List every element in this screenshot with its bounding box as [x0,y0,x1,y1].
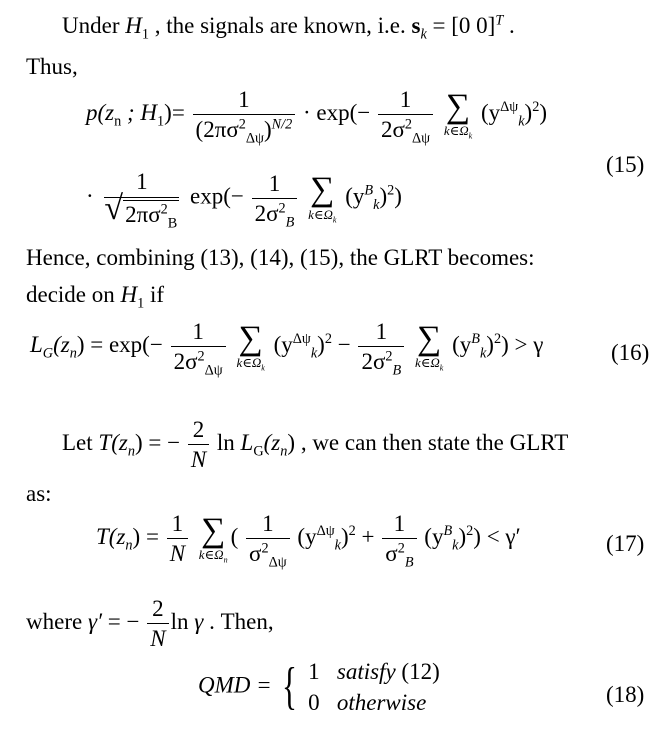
eq17-arg-sub: n [125,537,133,554]
eq17-term1-sub: k [334,537,341,554]
eq17-frac2-den [246,538,290,571]
equation-17-number: (17) [606,531,645,556]
eq15-term2-close: ) [379,183,388,209]
para3-L-close: ) [287,429,296,455]
eq17-frac1-den: N [167,538,188,565]
eq16-frac1-den [171,346,226,379]
para4-suffix: . Then, [203,608,274,634]
eq17-term1-pow: 2 [348,523,356,540]
eq15-sum2-lim-sub: k [332,215,337,225]
eq15-den2-sub: Δψ [411,130,431,147]
eq15-frac4-num: 1 [268,170,281,196]
para3-suffix: , we can then state the GLRT [295,429,569,455]
sigma-symbol: ∑ [238,319,263,357]
eq16-term2: (y [452,331,472,357]
eq16-term2-pow: 2 [493,331,502,348]
para3-prefix: Let [62,429,99,455]
para4-frac [147,597,168,650]
eq17-frac2 [246,511,290,571]
para2-line1: Hence, combining (13), (14), (15), the GLRT becomes: [26,245,535,270]
s-symbol: s [411,13,421,38]
equation-18-number: (18) [606,682,645,707]
eq16-L: L [30,331,43,357]
eq17-term1-close: ) [341,523,349,549]
eq15-sum1-lim-sub: k [468,131,473,141]
s-subscript: k [420,26,427,43]
eq17-frac3 [382,511,416,571]
eq18-cases [308,660,440,714]
eq15-exp: · exp(− [302,99,371,125]
para2-line2 [26,282,165,312]
eq16-den1-sub: Δψ [204,362,223,379]
eq15-term2-sup: B [364,182,374,199]
eq18-case1 [308,660,440,683]
eq15-lhs2: ; H [121,99,158,125]
para3-frac [188,418,209,471]
eq17-frac2-num: 1 [262,511,274,536]
eq15-exp2: exp(− [190,183,244,209]
eq16-arg-sub: n [69,345,77,362]
eq16-frac1 [171,319,226,379]
eq16-sum2-lim-sub: k [439,363,444,373]
para3-line2: as: [26,481,52,506]
eq15-dot: · [86,183,94,209]
eq15-frac3 [101,169,182,232]
eq15-den4-sub: B [285,214,295,231]
para3-L-arg-sub: n [280,443,288,460]
eq17-sum-lim-sub: n [223,555,228,565]
eq15-term2: (y [345,183,365,209]
para3-arg: (z [111,429,128,455]
h1-symbol: H [125,13,142,38]
eq17-sum [198,511,228,565]
para4-eq: = − [102,608,140,634]
eq16-term1-sup: Δψ [292,331,311,348]
eq17-arg: (z [108,523,126,549]
eq15-den3-sub: B [167,215,178,232]
para3-ln: ln [211,429,241,455]
eq16-minus: − [331,331,357,357]
para3-line1 [62,418,568,471]
equation-15-line2 [86,169,402,232]
eq15-frac1-den [193,114,296,147]
para2-suffix: if [144,282,165,307]
para3-L: L [240,429,254,455]
eq16-tail: ) > γ [501,331,544,357]
eq15-frac4 [252,170,298,231]
eq17-eq: ) = [132,523,159,549]
eq17-term2-sup: B [443,523,453,540]
eq16-sum1 [236,319,265,373]
para3-frac-den: N [188,444,209,471]
eq17-sum-lim: k∈Ω [198,547,224,563]
eq17-den2-sub: Δψ [268,554,287,571]
eq17-term2-close: ) [458,523,467,549]
eq16-den2-sup: 2 [385,348,393,365]
eq15-term1-pow: 2 [532,99,540,116]
eq15-den3-sup: 2 [160,201,168,218]
eq15-den1-text: (2πσ [195,117,239,142]
para4-gamma: γ [194,608,204,634]
eq16-den1-text: 2σ [173,349,198,374]
eq15-frac3-den [101,190,182,232]
eq17-term2-pow: 2 [466,523,474,540]
eq15-close1: ) [539,99,548,125]
eq15-frac2-num: 1 [399,87,412,112]
eq16-term1-close: ) [317,331,325,357]
eq18-case2 [308,691,440,714]
eq15-term1-close: ) [524,99,533,125]
eq16-sum1-lim-sub: k [261,363,265,373]
eq16-term1-pow: 2 [324,331,332,348]
eq15-term1-sup: Δψ [500,99,519,116]
eq16-term2-sub: k [479,345,487,362]
eq16-term1: (y [273,331,293,357]
eq17-term1: (y [297,523,317,549]
eq15-lhs-sub: n [114,113,122,130]
para3-eq: ) = − [134,429,181,455]
eq17-frac1-num: 1 [171,511,184,536]
para4-prefix: where [26,608,88,634]
eq17-term2: (y [424,523,444,549]
signal-vector: = [0 0] [426,13,496,38]
para1-end: . [503,13,515,38]
para1-line1 [62,12,515,43]
eq16-exp: ) = exp(− [76,331,163,357]
eq15-term1: (y [480,99,501,125]
sigma-symbol: ∑ [417,319,442,357]
eq17-open: ( [230,523,239,549]
eq15-sum2-lim: k∈Ω [308,206,333,222]
eq15-frac2-den [378,114,433,147]
eq15-den1-exp: N/2 [271,116,293,133]
para2-h: H [120,282,138,307]
eq16-den2-text: 2σ [361,349,386,374]
eq17-den2-text: σ [249,541,262,566]
equation-18 [198,660,440,714]
transpose-sup: T [495,12,504,29]
eq15-den1-sub: Δψ [245,130,264,147]
para1-prefix: Under [62,13,126,38]
eq15-den4-text: 2σ [254,200,279,226]
para3-L-arg: (z [263,429,281,455]
eq15-den2-sup: 2 [404,116,412,133]
eq17-frac1 [167,512,188,565]
eq16-term2-sup: B [471,331,480,348]
left-brace-icon: { [282,658,298,715]
sigma-symbol: ∑ [201,511,226,549]
eq16-sum2 [414,319,444,373]
para2-prefix: decide on [26,282,121,307]
eq17-tail: ) < γ′ [473,523,521,549]
eq15-sum2 [308,171,337,225]
eq17-den3-sub: B [404,554,414,571]
thus-text: Thus, [26,54,78,79]
eq17-term1-sup: Δψ [316,523,335,540]
sigma-symbol: ∑ [445,87,471,125]
eq16-term1-sub: k [310,345,318,362]
eq15-lhs2-sub: 1 [157,113,165,130]
eq16-sum1-lim: k∈Ω [236,355,262,371]
para4-frac-num: 2 [152,596,164,621]
eq16-term2-close: ) [486,331,494,357]
eq16-den2-sub: B [392,362,402,379]
equation-16-number: (16) [611,340,650,365]
eq15-frac1 [193,87,296,147]
eq18-case1-cond: satisfy [336,659,396,684]
eq18-lhs: QMD = [198,672,272,698]
eq17-den3-sup: 2 [397,540,405,557]
eq15-den3-text: 2πσ [125,202,161,227]
eq15-frac2 [378,87,433,147]
eq15-term2-pow: 2 [387,182,395,199]
eq17-term2-sub: k [452,537,459,554]
eq17-frac3-den [382,538,416,571]
para2-h-sub: 1 [137,295,145,312]
eq15-lhs: p(z [86,99,115,125]
eq15-close2: ) [394,183,402,209]
eq17-plus: + [355,523,381,549]
para4-gamma-prime: γ′ [87,608,103,634]
para3-T: T [98,429,112,455]
eq17-T: T [96,523,109,549]
eq15-frac4-den [252,198,298,231]
eq16-frac2-num: 1 [375,319,388,344]
equation-15-line1 [86,87,548,147]
eq15-term2-sub: k [373,196,380,213]
eq16-L-sub: G [42,345,54,362]
equation-17 [96,511,521,571]
eq16-frac2 [358,319,404,379]
eq18-case1-val: 1 [308,659,320,684]
eq18-case1-ref: (12) [395,659,440,684]
eq16-frac1-num: 1 [192,319,204,344]
eq16-arg: (z [53,331,70,357]
eq15-term1-sub: k [518,113,525,130]
eq16-den1-sup: 2 [197,348,205,365]
eq17-frac3-num: 1 [393,511,406,536]
eq15-den1-sup: 2 [238,116,246,133]
eq15-den2-text: 2σ [380,117,405,142]
para4-frac-den: N [147,623,168,650]
sqrt-symbol: √ $2\pi\sigma^2_B$ [104,190,178,232]
eq16-frac2-den [358,346,404,379]
eq15-sum1-lim: k∈Ω [443,123,469,139]
para3-L-sub: G [253,443,264,460]
sigma-symbol: ∑ [310,171,335,209]
eq15-frac3-num: 1 [136,169,148,194]
para4-line [26,597,274,650]
para3-arg-sub: n [127,443,135,460]
eq18-case2-cond: otherwise [336,690,427,715]
h1-subscript: 1 [141,26,149,43]
eq15-sum1 [443,87,473,141]
eq17-den3-text: σ [385,541,398,566]
eq15-lhs3: )= [164,99,185,125]
eq16-sum2-lim: k∈Ω [414,355,440,371]
eq15-den1-close: ) [263,117,272,142]
para4-ln: ln [170,608,195,634]
equation-15-number: (15) [606,152,645,177]
equation-16 [30,319,544,379]
eq15-frac1-num: 1 [238,87,250,112]
para3-frac-num: 2 [192,417,205,442]
eq17-den2-sup: 2 [261,540,269,557]
eq18-case2-val: 0 [308,690,320,715]
para1-line2 [26,55,78,78]
para1-mid: , the signals are known, i.e. [148,13,412,38]
eq15-den4-sup: 2 [278,199,286,216]
